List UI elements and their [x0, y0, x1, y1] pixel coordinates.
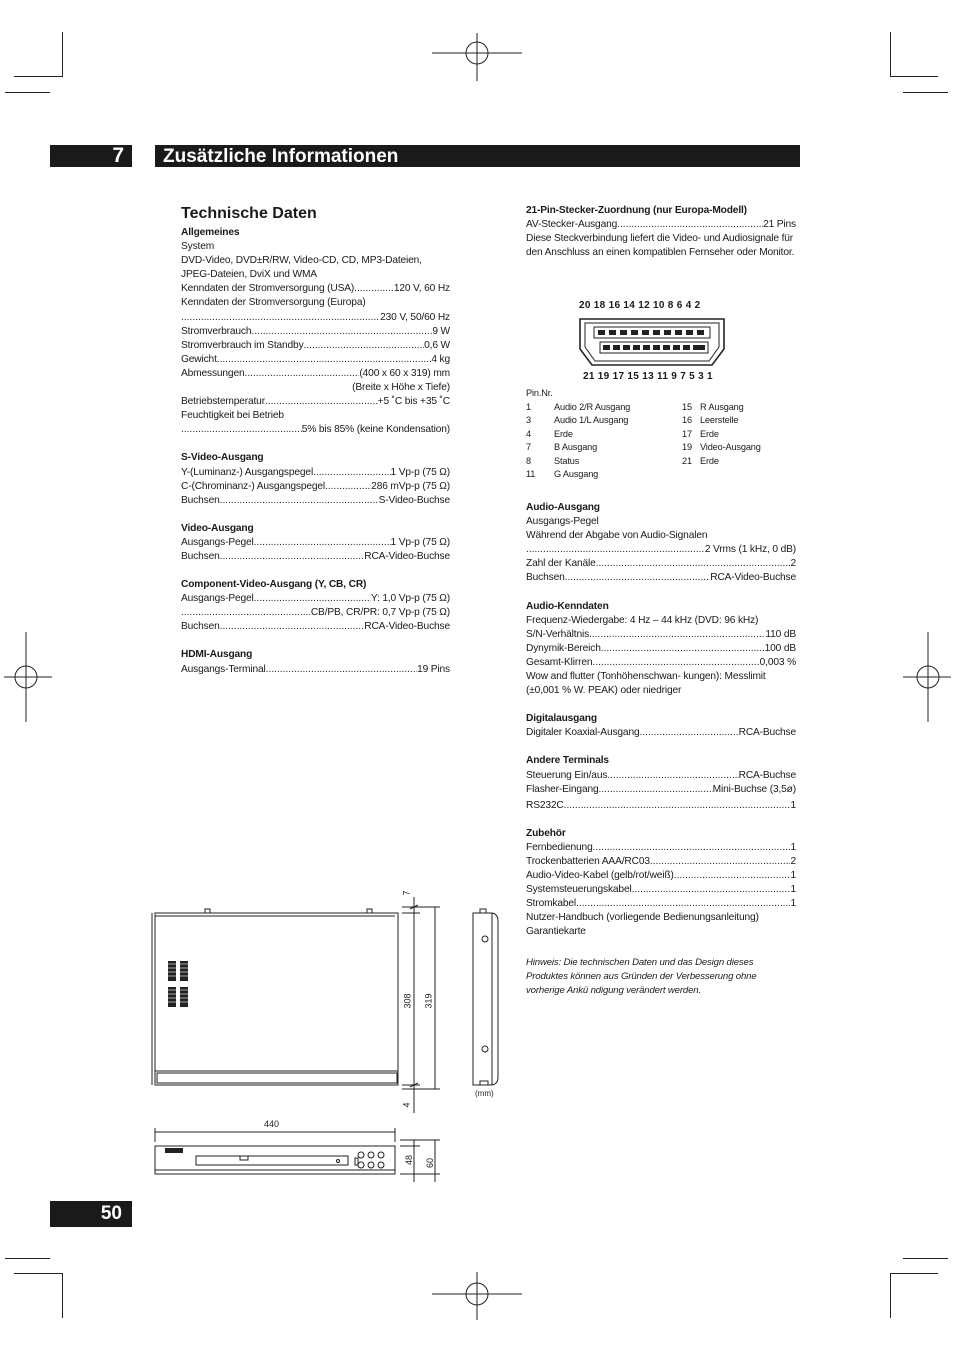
spec-row: RS232C ..... 1: [526, 799, 796, 813]
wow-flutter-line2: (±0,001 % W. PEAK) oder niedriger: [526, 685, 682, 697]
spec-row: Buchsen ..... RCA-Video-Buchse: [181, 550, 450, 564]
spec-row: ..... 5% bis 85% (keine Kondensation): [181, 423, 450, 437]
pin-function: [700, 468, 800, 482]
spec-row: Y-(Luminanz-) Ausgangspegel ..... 1 Vp-p (75 Ω): [181, 466, 450, 480]
spec-row: Ausgangs-Pegel ..... Y: 1,0 Vp-p (75 Ω): [181, 592, 450, 606]
system-line2: JPEG-Dateien, DviX und WMA: [181, 269, 317, 281]
pin-number: 19: [682, 442, 692, 452]
spec-row: ..... 230 V, 50/60 Hz: [181, 311, 450, 325]
pin-function: Erde: [700, 455, 719, 466]
spec-row: Digitaler Koaxial-Ausgang ..... RCA-Buchse: [526, 726, 796, 740]
registration-mark-right: [903, 632, 951, 722]
accessory-item: Systemsteuerungskabel ..... 1: [526, 883, 796, 897]
spec-row: Steuerung Ein/aus ..... RCA-Buchse: [526, 769, 796, 783]
section-title: Technische Daten: [181, 205, 317, 222]
pin-function: B Ausgang: [554, 442, 598, 452]
registration-mark-left: [4, 632, 52, 722]
spec-row: Buchsen ..... RCA-Video-Buchse: [181, 620, 450, 634]
spec-row: Buchsen ..... RCA-Video-Buchse: [526, 571, 796, 585]
scart-description: Diese Steckverbindung liefert die Video- und Audiosignale für den Anschluss an einen kompatiblen Fernseher oder Monitor.: [526, 233, 795, 259]
accessory-item: Audio-Video-Kabel (gelb/rot/weiß) ..... 1: [526, 869, 796, 883]
wow-flutter-line1: Wow and flutter (Tonhöhenschwan- kungen): Messlimit: [526, 671, 766, 683]
heading-video: Video-Ausgang: [181, 522, 254, 534]
right-column: [526, 204, 796, 260]
device-side-view-drawing: [468, 905, 508, 1090]
registration-mark-top: [432, 33, 522, 81]
pin-function: R Ausgang: [700, 401, 744, 412]
spec-row: Stromverbrauch ..... 9 W: [181, 325, 450, 339]
pin-number: 11: [526, 469, 536, 479]
dim-label-4: 4: [401, 1102, 412, 1108]
registration-mark-bottom: [432, 1272, 522, 1320]
scart-connector-icon: [576, 316, 728, 368]
spec-row: Stromverbrauch im Standby ..... 0,6 W: [181, 339, 450, 353]
chapter-number: 7: [50, 145, 132, 167]
spec-row: Ausgangs-Pegel ..... 1 Vp-p (75 Ω): [181, 536, 450, 550]
pin-header: Pin.Nr.: [526, 388, 553, 398]
system-label: System: [181, 241, 215, 253]
spec-row: Flasher-Eingang ..... Mini-Buchse (3,5ø): [526, 783, 796, 797]
heading-component: Component-Video-Ausgang (Y, CB, CR): [181, 579, 367, 591]
heading-accessories: Zubehör: [526, 827, 566, 839]
heading-hdmi: HDMI-Ausgang: [181, 649, 253, 661]
pin-number: 17: [682, 428, 692, 439]
pin-function: Status: [554, 455, 580, 466]
accessory-item: Fernbedienung ..... 1: [526, 841, 796, 855]
pin-number: 7: [526, 442, 531, 452]
heading-audio-out: Audio-Ausgang: [526, 502, 600, 513]
scart-pin-numbers-top: 20 18 16 14 12 10 8 6 4 2: [579, 300, 701, 311]
spec-row: Gewicht ..... 4 kg: [181, 353, 450, 367]
spec-row: S/N-Verhältnis ..... 110 dB: [526, 628, 796, 642]
dim-label-60: 60: [425, 1157, 436, 1169]
heading-digital: Digitalausgang: [526, 713, 597, 725]
accessory-manual: Nutzer-Handbuch (vorliegende Bedienungsanleitung): [526, 912, 759, 924]
heading-audio-spec: Audio-Kenndaten: [526, 600, 609, 612]
left-column: [181, 204, 450, 677]
spec-row: Buchsen ..... S-Video-Buchse: [181, 494, 450, 508]
pin-function: Erde: [554, 428, 573, 439]
right-column-lower: [526, 501, 796, 998]
unit-label: (mm): [475, 1089, 494, 1098]
pin-number: [682, 468, 700, 482]
pin-grid: [526, 401, 796, 482]
pin-number: 4: [526, 428, 531, 439]
pin-function: Erde: [700, 428, 719, 439]
accessory-item: Stromkabel ..... 1: [526, 897, 796, 911]
accessory-item: Trockenbatterien AAA/RC03 ..... 2: [526, 855, 796, 869]
pin-function: Video-Ausgang: [700, 442, 761, 452]
spec-row: C-(Chrominanz-) Ausgangspegel ..... 286 mVp-p (75 Ω): [181, 480, 450, 494]
heading-scart: 21-Pin-Stecker-Zuordnung (nur Europa-Modell): [526, 205, 747, 216]
spec-row: AV-Stecker-Ausgang ..... 21 Pins: [526, 218, 796, 232]
device-front-view-drawing: [150, 1118, 450, 1186]
accessory-list: [526, 841, 796, 911]
page-number: 50: [50, 1201, 132, 1227]
pin-number: 8: [526, 455, 531, 466]
dim-label-440: 440: [264, 1119, 280, 1129]
spec-row: Abmessungen ..... (400 x 60 x 319) mm: [181, 367, 450, 381]
audio-level-label: Ausgangs-Pegel: [526, 516, 599, 528]
spec-row: ..... CB/PB, CR/PR: 0,7 Vp-p (75 Ω): [181, 606, 450, 620]
power-eu-label: Kenndaten der Stromversorgung (Europa): [181, 297, 366, 309]
dim-label-48: 48: [404, 1154, 415, 1166]
pin-number: 3: [526, 415, 531, 425]
pin-number: 21: [682, 455, 692, 466]
spec-row: ..... 2 Vrms (1 kHz, 0 dB): [526, 543, 796, 557]
spec-row: Zahl der Kanäle ..... 2: [526, 557, 796, 571]
dim-label-7: 7: [401, 890, 412, 896]
pin-number: 16: [682, 415, 692, 425]
chapter-title: Zusätzliche Informationen: [155, 145, 800, 167]
spec-row: Dynymik-Bereich ..... 100 dB: [526, 642, 796, 656]
pin-function: Leerstelle: [700, 415, 739, 425]
pin-number: 1: [526, 401, 531, 412]
pin-table: [526, 387, 796, 482]
pin-function: Audio 1/L Ausgang: [554, 415, 629, 425]
heading-allgemeines: Allgemeines: [181, 227, 240, 238]
freq-response: Frequenz-Wiedergabe: 4 Hz – 44 kHz (DVD: 96 kHz): [526, 614, 759, 626]
pin-number: 15: [682, 401, 692, 412]
heading-other-terminals: Andere Terminals: [526, 755, 609, 767]
dim-label-319: 319: [423, 993, 434, 1009]
accessory-warranty: Garantiekarte: [526, 926, 586, 938]
spec-row: Kenndaten der Stromversorgung (USA) ..... 120 V, 60 Hz: [181, 282, 450, 296]
spec-row: Ausgangs-Terminal ..... 19 Pins: [181, 663, 450, 677]
humidity-label: Feuchtigkeit bei Betrieb: [181, 410, 284, 422]
pin-function: Audio 2/R Ausgang: [554, 401, 631, 412]
spec-row: Betriebstemperatur ..... +5 ˚C bis +35 ˚C: [181, 395, 450, 409]
heading-svideo: S-Video-Ausgang: [181, 452, 264, 464]
disclaimer-note: Hinweis: Die technischen Daten und das Design dieses Produktes können aus Gründen der Verbesserung ohne vorherige Ankü ndigung verändert werden.: [526, 956, 757, 996]
spec-row: Gesamt-Klirren ..... 0,003 %: [526, 656, 796, 670]
system-line1: DVD-Video, DVD±R/RW, Video-CD, CD, MP3-Dateien,: [181, 255, 422, 267]
scart-pin-numbers-bottom: 21 19 17 15 13 11 9 7 5 3 1: [583, 371, 713, 382]
dim-label-308: 308: [402, 993, 413, 1009]
audio-during-label: Während der Abgabe von Audio-Signalen: [526, 530, 708, 542]
pin-function: G Ausgang: [554, 469, 599, 479]
dimensions-note: (Breite x Höhe x Tiefe): [352, 382, 450, 394]
